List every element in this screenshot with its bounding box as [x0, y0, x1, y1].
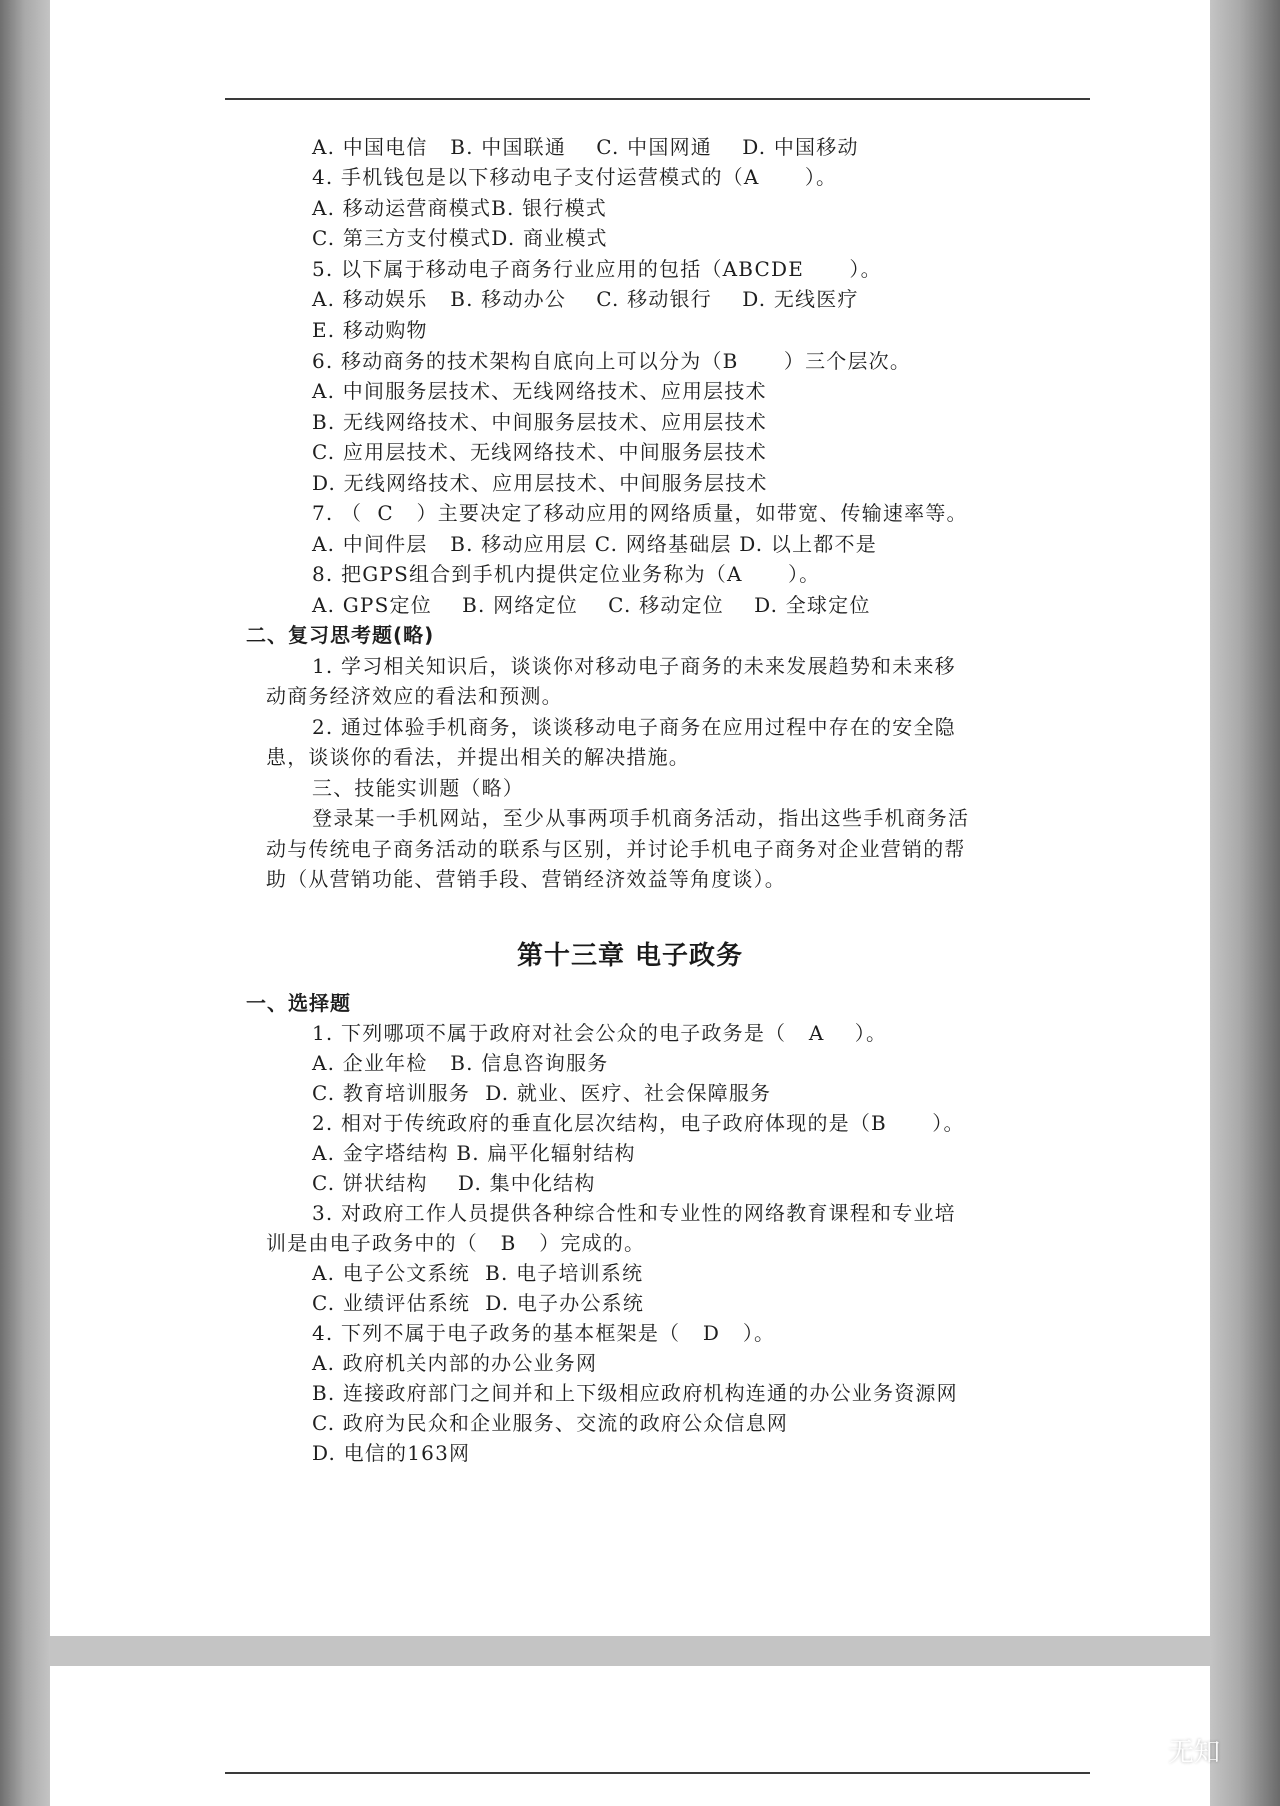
- text-line: D. 电信的163网: [312, 1441, 471, 1465]
- header-rule: [225, 98, 1090, 100]
- paragraph-line: 助（从营销功能、营销手段、营销经济效益等角度谈）。: [266, 867, 786, 891]
- header-rule: [225, 1772, 1090, 1774]
- question-line: 4. 下列不属于电子政务的基本框架是（ D ）。: [312, 1321, 776, 1345]
- document-page-1: [50, 0, 1210, 1636]
- question-line: 6. 移动商务的技术架构自底向上可以分为（B ）三个层次。: [312, 349, 912, 373]
- question-line: 3. 对政府工作人员提供各种综合性和专业性的网络教育课程和专业培: [312, 1201, 956, 1225]
- text-line: A. 金字塔结构 B. 扁平化辐射结构: [312, 1141, 636, 1165]
- text-line: E. 移动购物: [312, 318, 428, 342]
- text-line: A. 企业年检 B. 信息咨询服务: [312, 1051, 609, 1075]
- question-line: 2. 相对于传统政府的垂直化层次结构，电子政府体现的是（B ）。: [312, 1111, 965, 1135]
- text-line: B. 无线网络技术、中间服务层技术、应用层技术: [312, 410, 768, 434]
- watermark-text: 无知: [1168, 1737, 1221, 1768]
- paragraph-line: 动商务经济效应的看法和预测。: [266, 684, 563, 708]
- question-line: 训是由电子政务中的（ B ）完成的。: [266, 1231, 646, 1255]
- question-line: 4. 手机钱包是以下移动电子支付运营模式的（A ）。: [312, 165, 838, 189]
- text-line: A. 移动运营商模式B. 银行模式: [312, 196, 607, 220]
- text-line: A. 移动娱乐 B. 移动办公 C. 移动银行 D. 无线医疗: [312, 287, 859, 311]
- text-line: C. 教育培训服务 D. 就业、医疗、社会保障服务: [312, 1081, 772, 1105]
- paragraph-line: 登录某一手机网站，至少从事两项手机商务活动，指出这些手机商务活: [312, 806, 970, 830]
- text-line: A. 中间件层 B. 移动应用层 C. 网络基础层 D. 以上都不是: [312, 532, 877, 556]
- question-line: 5. 以下属于移动电子商务行业应用的包括（ABCDE ）。: [312, 257, 882, 281]
- question-line: 1. 下列哪项不属于政府对社会公众的电子政务是（ A ）。: [312, 1021, 888, 1045]
- section-heading-review: 二、复习思考题(略): [246, 623, 435, 647]
- paragraph-line: 患，谈谈你的看法，并提出相关的解决措施。: [266, 745, 690, 769]
- text-line: C. 第三方支付模式D. 商业模式: [312, 226, 608, 250]
- paragraph-line: 三、技能实训题（略）: [312, 776, 524, 800]
- text-line: C. 饼状结构 D. 集中化结构: [312, 1171, 596, 1195]
- chapter-title: 第十三章 电子政务: [516, 941, 744, 971]
- document-page-2: [50, 1666, 1210, 1806]
- text-line: A. 电子公文系统 B. 电子培训系统: [312, 1261, 644, 1285]
- text-line: A. 政府机关内部的办公业务网: [312, 1351, 598, 1375]
- watermark: [1118, 1730, 1258, 1770]
- paragraph-line: 1. 学习相关知识后，谈谈你对移动电子商务的未来发展趋势和未来移: [312, 654, 956, 678]
- text-line: C. 业绩评估系统 D. 电子办公系统: [312, 1291, 645, 1315]
- section-heading-choice: 一、选择题: [246, 991, 351, 1015]
- text-line: D. 无线网络技术、应用层技术、中间服务层技术: [312, 471, 768, 495]
- text-line: B. 连接政府部门之间并和上下级相应政府机构连通的办公业务资源网: [312, 1381, 958, 1405]
- question-line: 7. （ C ）主要决定了移动应用的网络质量，如带宽、传输速率等。: [312, 501, 968, 525]
- text-line: C. 应用层技术、无线网络技术、中间服务层技术: [312, 440, 767, 464]
- paragraph-line: 动与传统电子商务活动的联系与区别，并讨论手机电子商务对企业营销的帮: [266, 837, 966, 861]
- text-line: A. GPS定位 B. 网络定位 C. 移动定位 D. 全球定位: [312, 593, 871, 617]
- question-line: 8. 把GPS组合到手机内提供定位业务称为（A ）。: [312, 562, 821, 586]
- wechat-icon: [1118, 1732, 1162, 1768]
- text-line: A. 中间服务层技术、无线网络技术、应用层技术: [312, 379, 767, 403]
- paragraph-line: 2. 通过体验手机商务，谈谈移动电子商务在应用过程中存在的安全隐: [312, 715, 956, 739]
- text-line: A. 中国电信 B. 中国联通 C. 中国网通 D. 中国移动: [312, 135, 859, 159]
- text-line: C. 政府为民众和企业服务、交流的政府公众信息网: [312, 1411, 789, 1435]
